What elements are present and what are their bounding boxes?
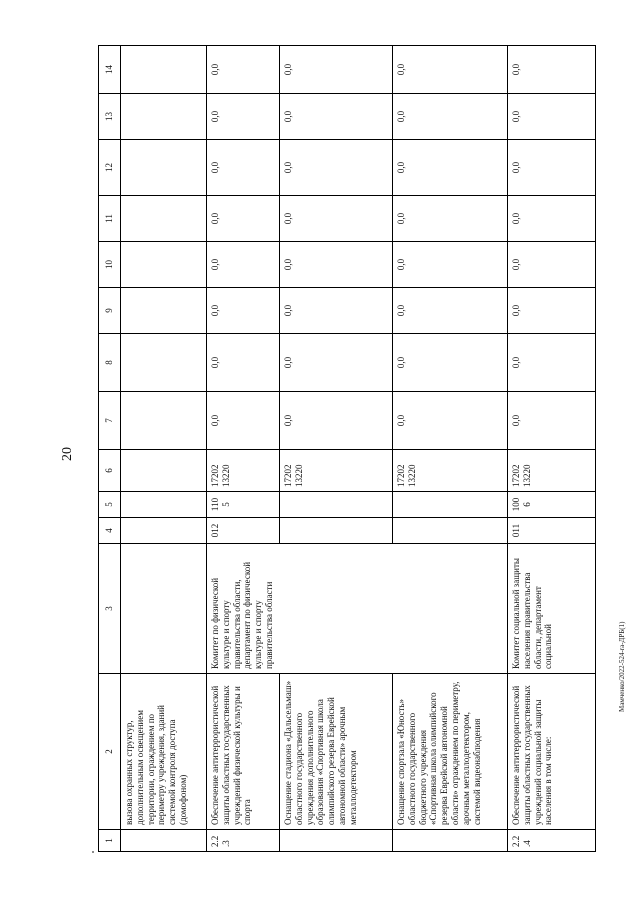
section-code <box>121 492 207 518</box>
column-header: 12 <box>99 140 121 196</box>
value-cell: 0,0 <box>280 140 393 196</box>
value-cell: 0,0 <box>393 334 508 392</box>
target-article: 17202 13220 <box>508 450 596 492</box>
value-cell: 0,0 <box>508 46 596 94</box>
grbs-code <box>393 518 508 544</box>
value-cell: 0,0 <box>393 242 508 288</box>
value-cell: 0,0 <box>207 94 280 140</box>
value-cell: 0,0 <box>207 392 280 450</box>
measure-name: Обеспечение антитеррористической защиты областных государственных учреждений социальной защиты населения в том числе: <box>508 674 596 830</box>
grbs-code: 011 <box>508 518 596 544</box>
measure-name: Оснащение спортзала «Юность» областного государственного бюджетного учреждения «Спортивная школа олимпийского резерва Еврейской автономной области» ограждением по периметру, арочным металлодетектором, системой видеонаблюдения <box>393 674 508 830</box>
value-cell: 0,0 <box>393 196 508 242</box>
column-header: 14 <box>99 46 121 94</box>
value-cell: 0,0 <box>280 392 393 450</box>
section-code <box>393 492 508 518</box>
value-cell <box>121 334 207 392</box>
column-header: 4 <box>99 518 121 544</box>
value-cell <box>121 288 207 334</box>
executor: Комитет социальной защиты населения правительства области, департамент социальной <box>508 544 596 674</box>
table-row <box>280 46 393 852</box>
value-cell: 0,0 <box>393 46 508 94</box>
grbs-code <box>280 518 393 544</box>
header-row <box>99 46 121 852</box>
value-cell: 0,0 <box>508 334 596 392</box>
budget-table <box>98 45 596 852</box>
grbs-code <box>121 518 207 544</box>
value-cell: 0,0 <box>207 334 280 392</box>
executor <box>121 544 207 674</box>
value-cell: 0,0 <box>508 242 596 288</box>
value-cell <box>121 196 207 242</box>
value-cell: 0,0 <box>280 288 393 334</box>
value-cell: 0,0 <box>280 242 393 288</box>
value-cell: 0,0 <box>280 334 393 392</box>
column-header: 11 <box>99 196 121 242</box>
measure-name: Обеспечение антитеррористической защиты областных государственных учреждений физической культуры и спорта <box>207 674 280 830</box>
value-cell: 0,0 <box>280 94 393 140</box>
measure-name: вызова охранных структур, дополнительным освещением территории, ограждением по периметру учреждения, зданий системой контроля доступа (домофоном) <box>121 674 207 830</box>
value-cell: 0,0 <box>508 392 596 450</box>
value-cell: 0,0 <box>393 94 508 140</box>
value-cell <box>121 242 207 288</box>
value-cell: 0,0 <box>207 140 280 196</box>
rotated-table-container <box>98 46 590 852</box>
grbs-code: 012 <box>207 518 280 544</box>
column-header: 7 <box>99 392 121 450</box>
target-article: 17202 13220 <box>207 450 280 492</box>
value-cell: 0,0 <box>508 94 596 140</box>
table-row <box>393 46 508 852</box>
row-number <box>121 830 207 852</box>
value-cell: 0,0 <box>280 46 393 94</box>
target-article <box>121 450 207 492</box>
value-cell <box>121 392 207 450</box>
page-number: 20 <box>60 447 75 461</box>
column-header: 10 <box>99 242 121 288</box>
table-row <box>207 46 280 852</box>
measure-name: Оснащение стадиона «Дальсельмаш» областного государственного учреждения дополнительного образования «Спортивная школа олимпийского резерва Еврейской автономной области» арочным металлодетектором <box>280 674 393 830</box>
value-cell: 0,0 <box>207 242 280 288</box>
value-cell: 0,0 <box>280 196 393 242</box>
column-header: 3 <box>99 544 121 674</box>
column-header: 2 <box>99 674 121 830</box>
value-cell: 0,0 <box>207 46 280 94</box>
scan-dot <box>92 851 94 853</box>
value-cell <box>121 140 207 196</box>
column-header: 9 <box>99 288 121 334</box>
table-row <box>121 46 207 852</box>
row-number <box>393 830 508 852</box>
value-cell: 0,0 <box>508 288 596 334</box>
value-cell: 0,0 <box>393 392 508 450</box>
column-header: 1 <box>99 830 121 852</box>
column-header: 5 <box>99 492 121 518</box>
column-header: 6 <box>99 450 121 492</box>
row-number <box>280 830 393 852</box>
column-header: 8 <box>99 334 121 392</box>
value-cell: 0,0 <box>393 140 508 196</box>
value-cell: 0,0 <box>508 140 596 196</box>
section-code: 1105 <box>207 492 280 518</box>
row-number: 2.2.4 <box>508 830 596 852</box>
value-cell <box>121 94 207 140</box>
row-number: 2.2.3 <box>207 830 280 852</box>
table-row <box>508 46 596 852</box>
value-cell: 0,0 <box>207 288 280 334</box>
target-article: 17202 13220 <box>393 450 508 492</box>
document-footer-id: Мамченко/2022-524-ra-ДРБ(1) <box>618 621 626 712</box>
target-article: 17202 13220 <box>280 450 393 492</box>
section-code <box>280 492 393 518</box>
value-cell: 0,0 <box>508 196 596 242</box>
section-code: 1006 <box>508 492 596 518</box>
column-header: 13 <box>99 94 121 140</box>
executor: Комитет по физической культуре и спорту правительства области, департамент по физической культуре и спорту правительства области <box>207 544 508 674</box>
value-cell: 0,0 <box>207 196 280 242</box>
value-cell: 0,0 <box>393 288 508 334</box>
value-cell <box>121 46 207 94</box>
